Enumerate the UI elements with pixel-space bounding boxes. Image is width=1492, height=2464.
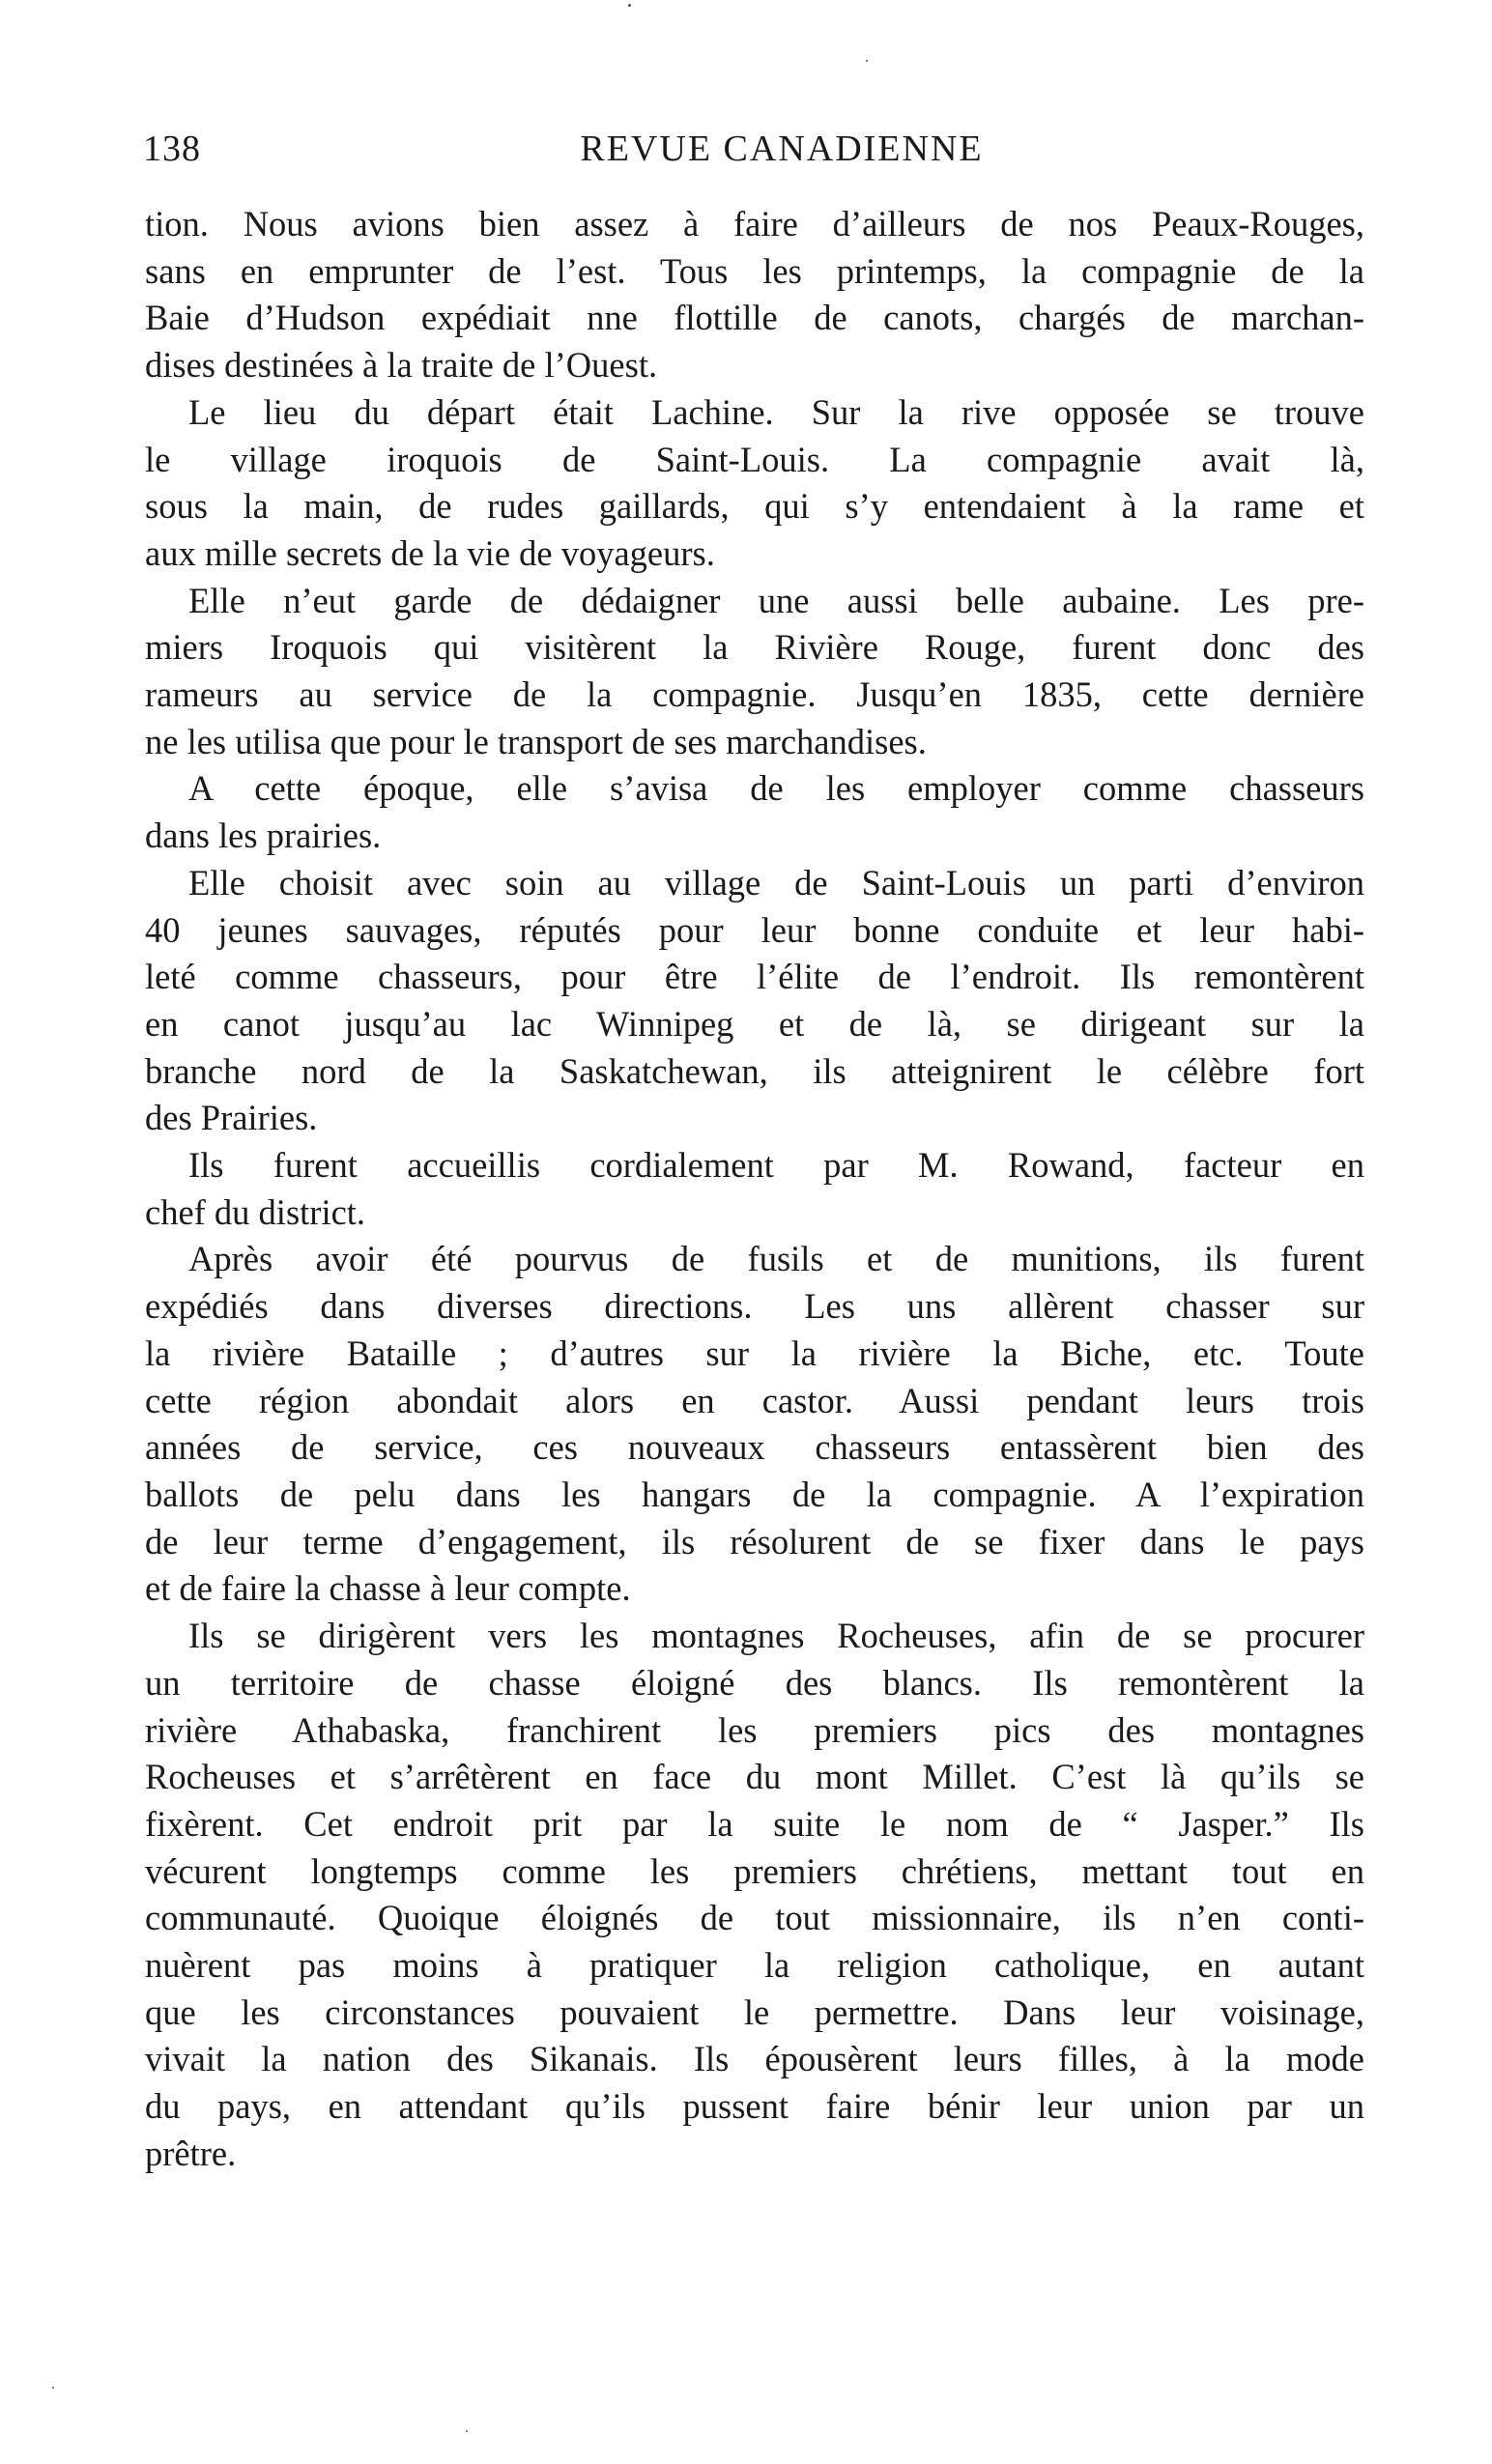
print-speck bbox=[628, 4, 631, 7]
body-text bbox=[145, 201, 1364, 2178]
paragraph bbox=[145, 1613, 1364, 2177]
paragraph bbox=[145, 201, 1364, 389]
text-line: sous la main, de rudes gaillards, qui s’y entendaient à la rame et bbox=[145, 486, 1364, 527]
text-line: branche nord de la Saskatchewan, ils atteignirent le célèbre fort bbox=[145, 1050, 1364, 1091]
page-number: 138 bbox=[143, 129, 201, 169]
text-line: des Prairies. bbox=[145, 1098, 318, 1138]
text-line: chef du district. bbox=[145, 1191, 366, 1232]
paragraph bbox=[145, 765, 1364, 859]
text-line: tion. Nous avions bien assez à faire d’ailleurs de nos Peaux-Rouges, bbox=[145, 204, 1364, 244]
text-line: 40 jeunes sauvages, réputés pour leur bonne conduite et leur habi- bbox=[145, 909, 1364, 950]
text-line: Elle n’eut garde de dédaigner une aussi belle aubaine. Les pre- bbox=[188, 580, 1364, 620]
text-line: expédiés dans diverses directions. Les uns allèrent chasser sur bbox=[145, 1286, 1364, 1327]
page-header bbox=[143, 128, 1363, 182]
text-line: Ils se dirigèrent vers les montagnes Rocheuses, afin de se procurer bbox=[188, 1616, 1364, 1656]
text-line: Le lieu du départ était Lachine. Sur la rive opposée se trouve bbox=[188, 391, 1364, 432]
text-line: nuèrent pas moins à pratiquer la religion catholique, en autant bbox=[145, 1945, 1364, 1986]
text-line: dans les prairies. bbox=[145, 816, 382, 856]
text-line: la rivière Bataille ; d’autres sur la rivière la Biche, etc. Toute bbox=[145, 1332, 1364, 1373]
paragraph bbox=[145, 578, 1364, 766]
print-speck bbox=[52, 2387, 54, 2389]
paragraph bbox=[145, 1142, 1364, 1236]
text-line: ballots de pelu dans les hangars de la compagnie. A l’expiration bbox=[145, 1474, 1364, 1514]
text-line: Rocheuses et s’arrêtèrent en face du mont Millet. C’est là qu’ils se bbox=[145, 1757, 1364, 1797]
text-line: vivait la nation des Sikanais. Ils épousèrent leurs filles, à la mode bbox=[145, 2039, 1364, 2079]
text-line: de leur terme d’engagement, ils résolurent de se fixer dans le pays bbox=[145, 1521, 1364, 1561]
text-line: leté comme chasseurs, pour être l’élite de l’endroit. Ils remontèrent bbox=[145, 957, 1364, 997]
text-line: dises destinées à la traite de l’Ouest. bbox=[145, 345, 658, 386]
running-title: REVUE CANADIENNE bbox=[580, 129, 984, 169]
text-line: sans en emprunter de l’est. Tous les printemps, la compagnie de la bbox=[145, 250, 1364, 291]
print-speck bbox=[466, 2430, 468, 2432]
text-line: cette région abondait alors en castor. Aussi pendant leurs trois bbox=[145, 1380, 1364, 1420]
text-line: Elle choisit avec soin au village de Saint-Louis un parti d’environ bbox=[188, 862, 1364, 903]
text-line: fixèrent. Cet endroit prit par la suite le nom de “ Jasper.” Ils bbox=[145, 1803, 1364, 1844]
text-line: le village iroquois de Saint-Louis. La compagnie avait là, bbox=[145, 439, 1364, 479]
text-line: que les circonstances pouvaient le permettre. Dans leur voisinage, bbox=[145, 1991, 1364, 2032]
text-line: miers Iroquois qui visitèrent la Rivière Rouge, furent donc des bbox=[145, 627, 1364, 668]
text-line: aux mille secrets de la vie de voyageurs. bbox=[145, 532, 715, 573]
paragraph bbox=[145, 860, 1364, 1142]
text-line: prêtre. bbox=[145, 2133, 237, 2173]
text-line: vécurent longtemps comme les premiers chrétiens, mettant tout en bbox=[145, 1850, 1364, 1891]
text-line: et de faire la chasse à leur compte. bbox=[145, 1568, 631, 1609]
paragraph bbox=[145, 1236, 1364, 1613]
text-line: communauté. Quoique éloignés de tout missionnaire, ils n’en conti- bbox=[145, 1898, 1364, 1938]
text-line: rivière Athabaska, franchirent les premiers pics des montagnes bbox=[145, 1709, 1364, 1750]
text-line: années de service, ces nouveaux chasseurs entassèrent bien des bbox=[145, 1427, 1364, 1468]
text-line: Baie d’Hudson expédiait nne flottille de canots, chargés de marchan- bbox=[145, 298, 1364, 338]
text-line: en canot jusqu’au lac Winnipeg et de là, se dirigeant sur la bbox=[145, 1003, 1364, 1044]
text-line: un territoire de chasse éloigné des blancs. Ils remontèrent la bbox=[145, 1662, 1364, 1703]
text-line: rameurs au service de la compagnie. Jusqu’en 1835, cette dernière bbox=[145, 674, 1364, 715]
text-line: du pays, en attendant qu’ils pussent faire bénir leur union par un bbox=[145, 2086, 1364, 2127]
print-speck bbox=[866, 60, 868, 62]
text-line: ne les utilisa que pour le transport de ses marchandises. bbox=[145, 721, 927, 761]
text-line: Après avoir été pourvus de fusils et de munitions, ils furent bbox=[188, 1239, 1364, 1279]
paragraph bbox=[145, 389, 1364, 578]
text-line: Ils furent accueillis cordialement par M. Rowand, facteur en bbox=[188, 1145, 1364, 1186]
text-line: A cette époque, elle s’avisa de les employer comme chasseurs bbox=[188, 768, 1364, 809]
